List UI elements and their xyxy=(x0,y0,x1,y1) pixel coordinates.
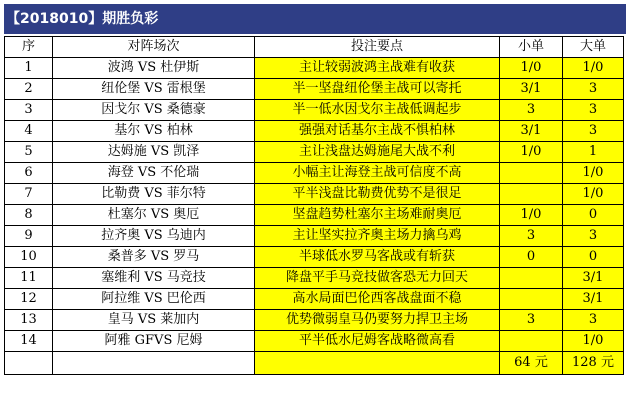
row-index-cell: 11 xyxy=(5,268,53,289)
header-tip: 投注要点 xyxy=(255,37,500,58)
header-big: 大单 xyxy=(563,37,624,58)
footer-big-total: 128 元 xyxy=(563,352,624,375)
row-small-cell: 0 xyxy=(500,247,563,268)
row-index-cell: 10 xyxy=(5,247,53,268)
footer-empty-cell xyxy=(255,352,500,375)
row-match-cell: 拉齐奥 VS 乌迪内 xyxy=(53,226,255,247)
row-match-cell: 基尔 VS 柏林 xyxy=(53,121,255,142)
row-match-cell: 海登 VS 不伦瑞 xyxy=(53,163,255,184)
row-match-cell: 阿雅 GFVS 尼姆 xyxy=(53,331,255,352)
row-index-cell: 14 xyxy=(5,331,53,352)
row-index-cell: 7 xyxy=(5,184,53,205)
row-big-cell: 3 xyxy=(563,226,624,247)
row-index-cell: 2 xyxy=(5,79,53,100)
table-row xyxy=(5,121,624,142)
row-tip-cell: 坚盘趋势杜塞尔主场难耐奥厄 xyxy=(255,205,500,226)
table-row xyxy=(5,226,624,247)
footer-small-total: 64 元 xyxy=(500,352,563,375)
row-big-cell: 1/0 xyxy=(563,163,624,184)
row-tip-cell: 平半浅盘比勒费优势不是很足 xyxy=(255,184,500,205)
row-big-cell: 1/0 xyxy=(563,58,624,79)
row-big-cell: 1/0 xyxy=(563,184,624,205)
row-tip-cell: 优势微弱皇马仍要努力捍卫主场 xyxy=(255,310,500,331)
row-index-cell: 12 xyxy=(5,289,53,310)
row-tip-cell: 半一低水因戈尔主战低调起步 xyxy=(255,100,500,121)
table-row xyxy=(5,58,624,79)
row-tip-cell: 主让浅盘达姆施尾大战不利 xyxy=(255,142,500,163)
row-index-cell: 8 xyxy=(5,205,53,226)
header-match: 对阵场次 xyxy=(53,37,255,58)
row-big-cell: 3/1 xyxy=(563,268,624,289)
row-small-cell xyxy=(500,184,563,205)
row-small-cell: 3 xyxy=(500,226,563,247)
row-small-cell: 3/1 xyxy=(500,121,563,142)
row-big-cell: 3 xyxy=(563,79,624,100)
row-small-cell: 3 xyxy=(500,100,563,121)
row-small-cell: 3/1 xyxy=(500,79,563,100)
row-match-cell: 达姆施 VS 凯泽 xyxy=(53,142,255,163)
table-row xyxy=(5,205,624,226)
row-tip-cell: 小幅主让海登主战可信度不高 xyxy=(255,163,500,184)
row-small-cell xyxy=(500,163,563,184)
row-big-cell: 1 xyxy=(563,142,624,163)
table-row xyxy=(5,163,624,184)
row-small-cell: 1/0 xyxy=(500,205,563,226)
row-match-cell: 波鸿 VS 杜伊斯 xyxy=(53,58,255,79)
table-row xyxy=(5,310,624,331)
row-tip-cell: 高水局面巴伦西客战盘面不稳 xyxy=(255,289,500,310)
row-index-cell: 13 xyxy=(5,310,53,331)
footer-empty-cell xyxy=(53,352,255,375)
row-big-cell: 0 xyxy=(563,247,624,268)
row-big-cell: 3 xyxy=(563,121,624,142)
table-row xyxy=(5,79,624,100)
row-index-cell: 3 xyxy=(5,100,53,121)
table-row xyxy=(5,268,624,289)
table-row xyxy=(5,142,624,163)
row-big-cell: 3/1 xyxy=(563,289,624,310)
row-tip-cell: 半球低水罗马客战或有斩获 xyxy=(255,247,500,268)
footer-empty-cell xyxy=(5,352,53,375)
row-big-cell: 1/0 xyxy=(563,331,624,352)
row-tip-cell: 平半低水尼姆客战略微高看 xyxy=(255,331,500,352)
row-match-cell: 阿拉维 VS 巴伦西 xyxy=(53,289,255,310)
row-tip-cell: 半一坚盘纽伦堡主战可以寄托 xyxy=(255,79,500,100)
row-big-cell: 3 xyxy=(563,100,624,121)
row-match-cell: 比勒费 VS 菲尔特 xyxy=(53,184,255,205)
row-index-cell: 5 xyxy=(5,142,53,163)
row-tip-cell: 降盘平手马竞技做客恐无力回天 xyxy=(255,268,500,289)
table-row xyxy=(5,247,624,268)
table-row xyxy=(5,100,624,121)
row-big-cell: 3 xyxy=(563,310,624,331)
row-small-cell: 3 xyxy=(500,310,563,331)
row-small-cell xyxy=(500,331,563,352)
table-row xyxy=(5,184,624,205)
row-match-cell: 因戈尔 VS 桑德豪 xyxy=(53,100,255,121)
row-small-cell: 1/0 xyxy=(500,58,563,79)
row-match-cell: 杜塞尔 VS 奥厄 xyxy=(53,205,255,226)
table-footer-row xyxy=(5,352,624,375)
row-match-cell: 桑普多 VS 罗马 xyxy=(53,247,255,268)
row-tip-cell: 主让坚实拉齐奥主场力擒乌鸡 xyxy=(255,226,500,247)
row-index-cell: 4 xyxy=(5,121,53,142)
table-header-row xyxy=(5,37,624,58)
table-row xyxy=(5,289,624,310)
header-small: 小单 xyxy=(500,37,563,58)
table-row xyxy=(5,331,624,352)
row-small-cell: 1/0 xyxy=(500,142,563,163)
row-small-cell xyxy=(500,289,563,310)
row-tip-cell: 强强对话基尔主战不惧柏林 xyxy=(255,121,500,142)
row-index-cell: 6 xyxy=(5,163,53,184)
row-small-cell xyxy=(500,268,563,289)
row-match-cell: 纽伦堡 VS 雷根堡 xyxy=(53,79,255,100)
row-index-cell: 9 xyxy=(5,226,53,247)
row-match-cell: 塞维利 VS 马竞技 xyxy=(53,268,255,289)
page-title: 【2018010】期胜负彩 xyxy=(4,4,626,34)
header-idx: 序 xyxy=(5,37,53,58)
row-tip-cell: 主让较弱波鸿主战难有收获 xyxy=(255,58,500,79)
lottery-table xyxy=(4,36,624,375)
row-big-cell: 0 xyxy=(563,205,624,226)
row-match-cell: 皇马 VS 莱加内 xyxy=(53,310,255,331)
row-index-cell: 1 xyxy=(5,58,53,79)
